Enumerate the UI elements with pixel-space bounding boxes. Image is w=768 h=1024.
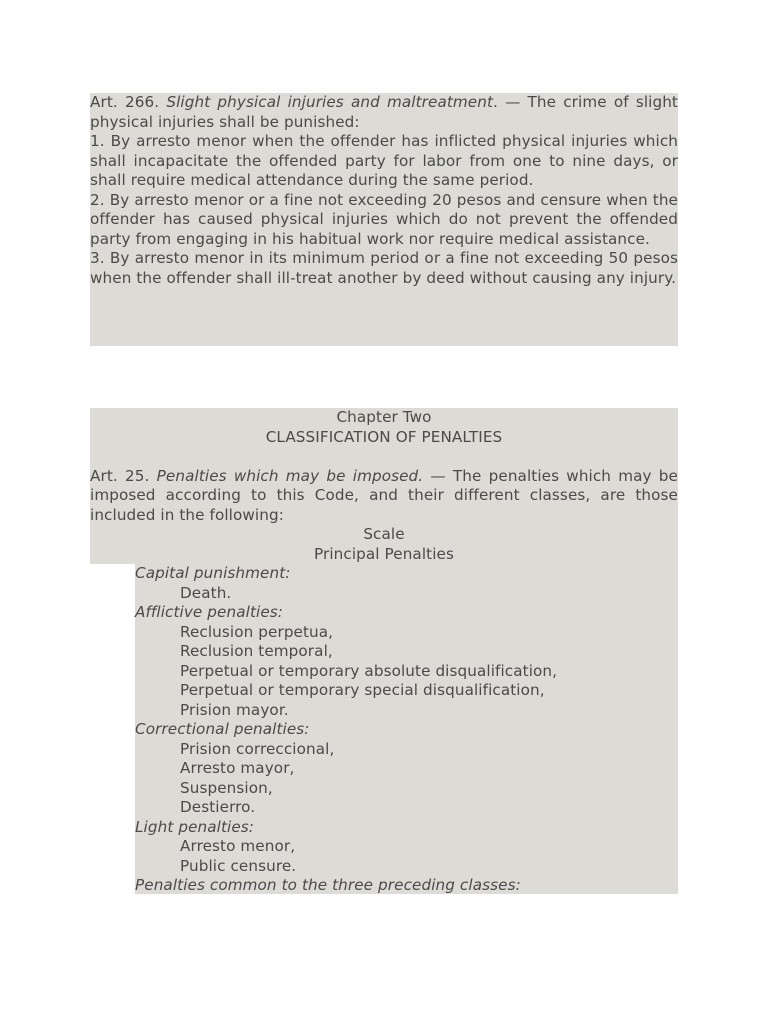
article-266-item-3: 3. By arresto menor in its minimum period or a fine not exceeding 50 pesos when the offender shall ill-treat another by deed without causing any injury. — [90, 249, 678, 287]
scale-heading: Scale — [363, 525, 405, 543]
list-item: Destierro. — [180, 798, 256, 816]
chapter-title: CLASSIFICATION OF PENALTIES — [265, 427, 503, 446]
penalties-list — [135, 564, 678, 896]
light-heading-row — [135, 818, 678, 838]
article-266-item-1: 1. By arresto menor when the offender has inflicted physical injuries which shall incapacitate the offended party for labor from one to nine days, or shall require medical attendance during the same period. — [90, 132, 678, 189]
article-25-number: Art. 25. — [90, 466, 150, 485]
list-item: Perpetual or temporary absolute disqualification, — [180, 661, 558, 680]
afflictive-heading: Afflictive penalties: — [135, 603, 283, 621]
capital-heading-row — [135, 564, 678, 584]
article-25-title: Penalties which may be imposed. — [156, 466, 424, 485]
article-266-intro-text: . — The crime of slight physical injuries shall be punished: — [90, 93, 678, 131]
list-item: Death. — [180, 583, 232, 602]
common-heading-row — [135, 876, 678, 896]
capital-heading: Capital punishment: — [135, 564, 291, 582]
correctional-heading: Correctional penalties: — [135, 720, 310, 738]
correctional-heading-row — [135, 720, 678, 740]
chapter-number: Chapter Two — [336, 408, 432, 426]
article-266-intro — [90, 93, 678, 132]
article-266-number: Art. 266. — [90, 93, 160, 111]
list-item: Suspension, — [180, 778, 273, 797]
list-item: Reclusion temporal, — [180, 642, 333, 660]
list-item: Reclusion perpetua, — [180, 622, 334, 641]
article-25-block — [90, 408, 678, 564]
list-item: Prision correccional, — [180, 739, 335, 758]
list-item: Arresto menor, — [180, 837, 296, 855]
list-item: Prision mayor. — [180, 700, 289, 719]
list-item: Public censure. — [180, 856, 297, 875]
common-heading: Penalties common to the three preceding classes: — [135, 876, 521, 894]
article-266-block — [90, 93, 678, 346]
afflictive-heading-row — [135, 603, 678, 623]
article-266-item-2: 2. By arresto menor or a fine not exceeding 20 pesos and censure when the offender has caused physical injuries which do not prevent the offended party from engaging in his habitual work nor require medical assistance. — [90, 190, 678, 248]
list-item: Perpetual or temporary special disqualification, — [180, 681, 545, 699]
article-25-intro — [90, 467, 678, 526]
article-25-intro-text: — The penalties which may be imposed according to this Code, and their different classes, are those included in the following: — [90, 466, 678, 524]
list-item: Arresto mayor, — [180, 759, 295, 777]
principal-penalties-heading: Principal Penalties — [314, 544, 454, 563]
article-266-title: Slight physical injuries and maltreatment — [166, 93, 494, 111]
light-heading: Light penalties: — [135, 817, 255, 836]
